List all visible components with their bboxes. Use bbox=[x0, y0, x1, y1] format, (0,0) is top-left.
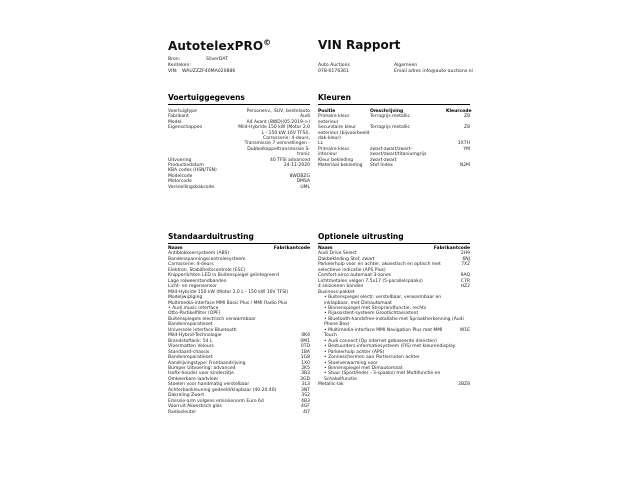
equipment-name: Lage rolweerstandbanden bbox=[168, 278, 227, 284]
equipment-name: Knipperlichten LED in Buitenspiegel geïntegreerd bbox=[168, 273, 279, 279]
equipment-item bbox=[318, 382, 470, 387]
equipment-name: • Audi music interface bbox=[168, 305, 219, 311]
equipment-item bbox=[318, 262, 470, 273]
vehicle-row: Model A4 Avant (8WD)(05.2019->) bbox=[168, 119, 310, 125]
equipment-name: Vloermatten Velours bbox=[168, 344, 214, 350]
equipment-name: Modeljwijziging bbox=[168, 295, 203, 301]
equipment-name: Standaard-chassis bbox=[168, 349, 210, 355]
standard-heading: Standaarduitrusting bbox=[168, 232, 254, 241]
vehicle-row: Versnellingsbakcode UML bbox=[168, 184, 310, 190]
equipment-code: 2H9 bbox=[460, 251, 470, 257]
color-row: Kleur bekleding zwart-zwart bbox=[318, 157, 397, 163]
standard-rule bbox=[168, 243, 310, 244]
standard-list: Naam Fabrikantcode Antiblokkeersysteem (ABS) Bandenspanningscontrolesysteem Carrosserie: 4-deurs Elektron. Stabiliteitscontrole (ESC) Knipperlichten LED in Buitenspiegel geïntegreerd Lage rolweerstandbanden Licht- en regensensor Mild-Hybride 150 kW (Motor 2,0 L - 150 kW 16V TFSI) Modeljwijziging Multimedia-interface MMI Basic Plus / MMI Radio Plus • Audi music interface Otto-Partikelfilter (OPF) Buitenspiegels electrisch verwarmbaar Bandenreparatieset Universele interface Bluetooth Mild-Hybrid-Technologie 0K4 Brandstoftank: 54 L 0M1 Vloermatten Velours 0TD Standaard-chassis 1BA Bandenreparatieset 1G8 Aandrijvingstype: Frontaandrijving 1X0 Bumper Uitvoering: advanced 2K5 Isofix-houder voor kinderzitje 3B3 Omkeerbare laadvloer 3GD Stoelen voor handmatig verstelbaar 3L3 Achterbankleuning gedeeld/klapbaar (40:20:40) 3NT Dakreling Zwart 3S2 Emissie-arm volgens emissienorm Euro 6d 4B3 Voorruit Akoestisch glas 4GF Radiosleutel 4I7 bbox=[168, 246, 310, 415]
vehicle-row: KBA codes (HSN/TSN) bbox=[168, 168, 217, 174]
equipment-name: • Rijassistent-systeem Grootlichtassistent bbox=[324, 311, 419, 317]
vehicle-heading: Voertuiggegevens bbox=[168, 93, 245, 102]
brand-title: AutotelexPRO© bbox=[168, 38, 272, 53]
equipment-name: Bandenreparatieset bbox=[168, 322, 213, 328]
vehicle-row: Productiedatum 24-11-2020 bbox=[168, 163, 310, 169]
equipment-code: W1E bbox=[459, 327, 470, 333]
equipment-name: • Stuur (Sport/leder - 3-spaaks) met Multifunctie en Schakelfunctie bbox=[324, 371, 441, 382]
equipment-name: Bandenspanningscontrolesysteem bbox=[168, 256, 246, 262]
equipment-code: 0K4 bbox=[301, 333, 310, 339]
equipment-code: HZ2 bbox=[460, 284, 470, 290]
equipment-name: Aandrijvingstype: Frontaandrijving bbox=[168, 360, 246, 366]
equipment-name: Mild-Hybride 150 kW (Motor 2,0 L - 150 kW 16V TFSI) bbox=[168, 289, 289, 295]
equipment-name: Isofix-houder voor kinderzitje bbox=[168, 371, 234, 377]
equipment-name: Parkeerhulp voor en achter, akoestisch en optisch met selectieve indicatie (APS Plus) bbox=[318, 262, 441, 273]
equipment-code: 2BZ8 bbox=[458, 382, 470, 388]
equipment-code: 4GF bbox=[301, 404, 310, 410]
equipment-code: 3NT bbox=[301, 387, 310, 393]
equipment-name: • Binnenspiegel met Dimautomaat bbox=[324, 365, 403, 371]
meta-mid: Auto Auctions 078-6176361 bbox=[318, 63, 350, 74]
equipment-code: C7R bbox=[460, 278, 470, 284]
meta-right: Algemeen Email adres info@auto-auctions.nl bbox=[394, 63, 473, 74]
equipment-name: • Binnenspiegel met Stroprandfunctie, rechts bbox=[324, 305, 427, 311]
equipment-name: • Audi connect (Op internet gebaseerde diensten) bbox=[324, 338, 437, 344]
equipment-name: Dakbekleding Stof, zwart bbox=[318, 256, 375, 262]
equipment-name: Buitenspiegels electrisch verwarmbaar bbox=[168, 316, 256, 322]
colors-heading: Kleuren bbox=[318, 93, 351, 102]
color-row: LL 1X7H bbox=[318, 141, 470, 147]
equipment-name: • Zonneschermen aan Portierruiten achter bbox=[324, 355, 420, 361]
equipment-name: Audi Drive Select bbox=[318, 251, 357, 257]
equipment-item bbox=[168, 410, 310, 415]
vehicle-rule bbox=[168, 104, 310, 105]
color-row: Secundaire kleur exterieur (bijvoorbeeld dak-kleur) Terragrijs metallic Z8 bbox=[318, 125, 470, 142]
equipment-code: 7X2 bbox=[461, 262, 470, 268]
equipment-item bbox=[318, 371, 470, 382]
equipment-name: • Parkeerhulp achter (APS) bbox=[324, 349, 385, 355]
equipment-name: Bandenreparatieset bbox=[168, 355, 213, 361]
equipment-name: Omkeerbare laadvloer bbox=[168, 376, 219, 382]
report-title: VIN Rapport bbox=[318, 38, 401, 52]
equipment-name: Voorruit Akoestisch glas bbox=[168, 404, 222, 410]
equipment-item bbox=[318, 317, 470, 328]
vehicle-row: Fabrikant Audi bbox=[168, 114, 310, 120]
equipment-code: 1G8 bbox=[300, 355, 310, 361]
equipment-code: 9AQ bbox=[460, 273, 470, 279]
optional-heading: Optionele uitrusting bbox=[318, 232, 404, 241]
equipment-name: Bumper Uitvoering: advanced bbox=[168, 365, 236, 371]
equipment-name: Achterbankleuning gedeeld/klapbaar (40:20:40) bbox=[168, 387, 277, 393]
color-row: Primaire kleur exterieur Terragrijs metallic Z8 bbox=[318, 114, 470, 125]
equipment-name: Comfort-airco automaat 3-zones bbox=[318, 273, 392, 279]
equipment-name: Antiblokkeersysteem (ABS) bbox=[168, 251, 230, 257]
vehicle-row: Motorcode DMSA bbox=[168, 179, 310, 185]
colors-rule bbox=[318, 104, 470, 105]
equipment-code bbox=[464, 295, 470, 306]
equipment-name: Carrosserie: 4-deurs bbox=[168, 262, 214, 268]
equipment-name: Business-pakket bbox=[318, 289, 355, 295]
vehicle-table bbox=[168, 109, 310, 190]
equipment-code: 3B3 bbox=[301, 371, 310, 377]
equipment-code: 3S2 bbox=[301, 393, 310, 399]
equipment-name: Emissie-arm volgens emissienorm Euro 6d bbox=[168, 398, 264, 404]
equipment-code: 0TD bbox=[300, 344, 310, 350]
equipment-name: Radiosleutel bbox=[168, 409, 196, 415]
meta-left: Bron: SilverDAT Kenteken: VIN: WAUZZZF40MA020886 bbox=[168, 57, 236, 74]
equipment-code bbox=[464, 371, 470, 382]
vehicle-row: Voertuigtype Personenv., SUV, bestelauto bbox=[168, 109, 310, 114]
color-row: Primaire kleur interieur zwart-zwart/zwart-zwart/zwart/titaniumgrijs YM bbox=[318, 146, 470, 158]
equipment-name: Otto-Partikelfilter (OPF) bbox=[168, 311, 221, 317]
equipment-code: 3GD bbox=[300, 376, 310, 382]
equipment-name: • Stoelverwarming voor bbox=[324, 360, 378, 366]
colors-table: Positie Omschrijving Kleurcode Primaire kleur exterieur Terragrijs metallic Z8 Secundaire kleur exterieur (bijvoorbeeld dak-kleur) Terragrijs metallic Z8 LL 1X7H Primaire kleur interieur zwart-zwart/zwart-zwart/zwart/titaniumgrijs YM Kleur bekleding zwart-zwart Materiaal bekleding Stof Index N2M bbox=[318, 109, 472, 169]
equipment-code: 0M1 bbox=[300, 338, 310, 344]
equipment-code: 2K5 bbox=[301, 365, 310, 371]
vehicle-row: Modelcode 8WDBZG bbox=[168, 173, 310, 179]
equipment-name: Dakreling Zwart bbox=[168, 393, 205, 399]
equipment-code: 4I7 bbox=[302, 409, 310, 415]
equipment-name: • Bestuurders-informatiesysteem (FIS) met kleurendisplay bbox=[324, 344, 456, 350]
optional-list: Naam Fabrikantcode Audi Drive Select 2H9 Dakbekleding Stof, zwart 6NJ Parkeerhulp voor en achter, akoestisch en optisch met selectieve indicatie (APS Plus) 7X2 Comfort-airco automaat 3-zones 9AQ Lichtmetalen velgen 7,5x17 (5-parallelspaaks) C7R 4 seizoenen banden HZ2 Business-pakket • Buitenspiegel electr. verstelbaar, verwarmbaar en inklapbaar, met Dimautomaat • Binnenspiegel met Stroprandfunctie, rechts • Rijassistent-systeem Grootlichtassistent • Bluetooth-handsfree-installatie met Spraakherkenning (Audi Phone Box) • Multimedia-interface MMI Navigation Plus met MMI Touch W1E • Audi connect (Op internet gebaseerde diensten) • Bestuurders-informatiesysteem (FIS) met kleurendisplay • Parkeerhulp achter (APS) • Zonneschermen aan Portierruiten achter • Stoelverwarming voor • Binnenspiegel met Dimautomaat • Stuur (Sport/leder - 3-spaaks) met Multifunctie en Schakelfunctie Metallic-lak 2BZ8 bbox=[318, 246, 470, 388]
equipment-name: • Multimedia-interface MMI Navigation Plus met MMI Touch bbox=[324, 327, 443, 339]
equipment-name: Mild-Hybrid-Technologie bbox=[168, 333, 222, 339]
equipment-code bbox=[464, 317, 470, 328]
equipment-name: • Buitenspiegel electr. verstelbaar, verwarmbaar en inklapbaar, met Dimautomaat bbox=[324, 295, 442, 306]
optional-rule bbox=[318, 243, 470, 244]
equipment-name: Lichtmetalen velgen 7,5x17 (5-parallelspaaks) bbox=[318, 278, 423, 284]
equipment-name: Licht- en regensensor bbox=[168, 284, 217, 290]
equipment-code: 3L3 bbox=[301, 382, 310, 388]
equipment-code: 1BA bbox=[300, 349, 310, 355]
equipment-item bbox=[318, 328, 470, 339]
equipment-name: Brandstoftank: 54 L bbox=[168, 338, 213, 344]
equipment-code: 6NJ bbox=[462, 256, 470, 262]
equipment-code: 4B3 bbox=[301, 398, 310, 404]
equipment-name: Universele interface Bluetooth bbox=[168, 327, 237, 333]
vehicle-row: Uitvoering 40 TFSI advanced bbox=[168, 157, 310, 163]
equipment-name: 4 seizoenen banden bbox=[318, 284, 364, 290]
vehicle-row: Eigenschappen Mild-Hybride 150 kW (Motor 2,0 L - 150 kW 16V TFSI), Carrosserie: 4-deurs, Transmissie 7 versnellingen - Dubbelkoppeltransmissie S-tronic bbox=[168, 125, 310, 158]
equipment-name: • Bluetooth-handsfree-installatie met Spraakherkenning (Audi Phone Box) bbox=[324, 316, 464, 328]
equipment-name: Metallic-lak bbox=[318, 382, 344, 388]
equipment-item bbox=[318, 295, 470, 306]
color-row: Materiaal bekleding Stof Index N2M bbox=[318, 163, 470, 169]
equipment-name: Elektron. Stabiliteitscontrole (ESC) bbox=[168, 267, 246, 273]
equipment-code: 1X0 bbox=[301, 360, 310, 366]
equipment-name: Multimedia-interface MMI Basic Plus / MMI Radio Plus bbox=[168, 300, 288, 306]
equipment-name: Stoelen voor handmatig verstelbaar bbox=[168, 382, 250, 388]
